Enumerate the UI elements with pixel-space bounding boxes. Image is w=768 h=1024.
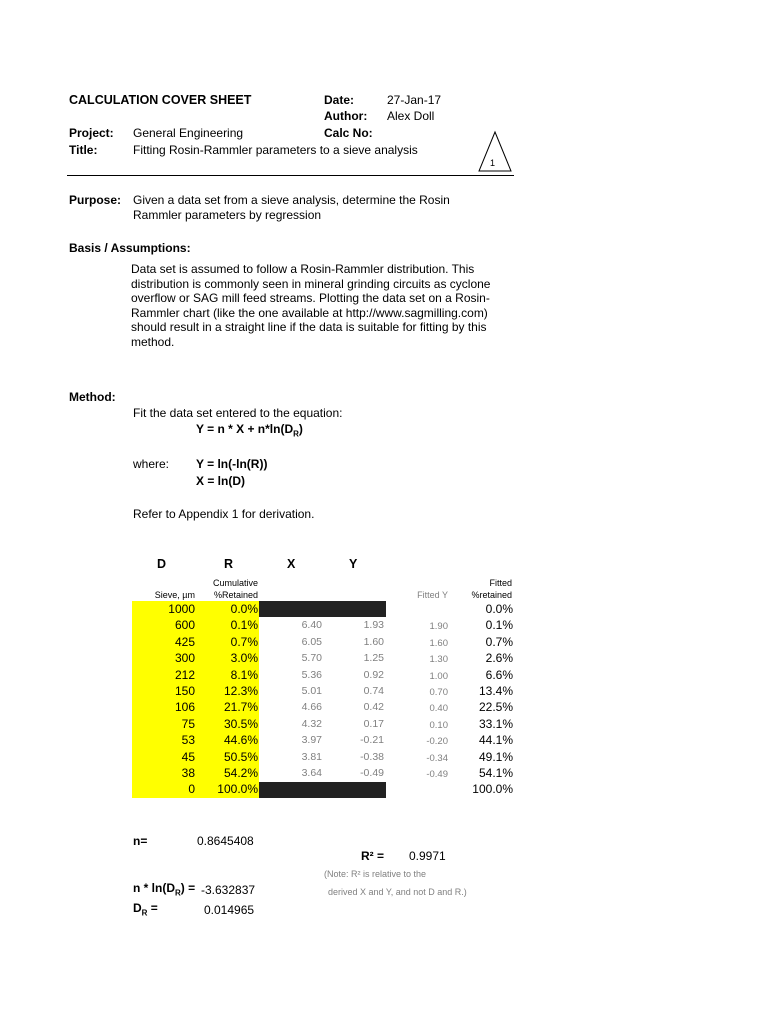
appendix-reference: Refer to Appendix 1 for derivation.: [133, 507, 315, 521]
cell-fitted-retained: 22.5%: [478, 700, 513, 715]
cell-fitted-retained: 33.1%: [478, 716, 513, 731]
cell-fitted-retained: 6.6%: [485, 667, 513, 682]
cell-fitted-retained: 2.6%: [485, 651, 513, 666]
cell-y: -0.49: [360, 767, 384, 779]
cell-sieve: 106: [174, 700, 195, 715]
cell-retained: 12.3%: [223, 684, 258, 698]
purpose-label: Purpose:: [69, 193, 122, 207]
r2-note-line1: (Note: R² is relative to the: [324, 869, 427, 879]
cell-sieve: 0: [188, 782, 195, 797]
sub-header-fitted-retained: %retained: [471, 590, 512, 600]
cell-fitted-y: 1.00: [429, 670, 448, 682]
cell-x: 4.32: [301, 717, 322, 730]
n-label: n=: [133, 834, 148, 848]
cell-y: -0.21: [360, 734, 384, 747]
cell-retained: 3.0%: [230, 651, 258, 666]
cell-y: 1.60: [363, 635, 384, 648]
cell-fitted-retained: 44.1%: [478, 733, 513, 748]
cell-x: 3.81: [301, 750, 322, 763]
col-header-y: Y: [349, 557, 358, 571]
cell-retained: 30.5%: [223, 716, 258, 731]
title-label: Title:: [69, 143, 98, 157]
cell-sieve: 38: [181, 766, 195, 780]
n-value: 0.8645408: [197, 834, 254, 848]
header-divider: [67, 175, 514, 176]
cell-y: -0.38: [360, 750, 384, 763]
project-label: Project:: [69, 126, 114, 140]
cell-fitted-retained: 0.7%: [485, 634, 513, 649]
cell-x: 4.66: [301, 701, 322, 714]
cell-retained: 50.5%: [223, 749, 258, 764]
cell-fitted-retained: 100.0%: [472, 782, 513, 797]
cell-sieve: 425: [174, 634, 195, 649]
cell-x: 6.40: [301, 619, 322, 632]
cell-retained: 21.7%: [223, 700, 258, 715]
col-header-x: X: [287, 557, 296, 571]
fit-equation: $Y = n * X + n*\ln(D_R)$: [196, 422, 303, 439]
purpose-text: Given a data set from a sieve analysis, determine the Rosin Rammler parameters by regression: [133, 193, 450, 222]
cell-fitted-y: 0.40: [429, 703, 448, 715]
calc-no-label: Calc No:: [324, 126, 373, 140]
basis-text: Data set is assumed to follow a Rosin-Rammler distribution. This distribution is commonly seen in mineral grinding circuits as cyclone overflow or SAG mill feed streams. Plotting the data set on a Rosin-Rammler chart (like the one available at http://www.sagmilling.com) should result in a straight line if the data is suitable for fitting by this method.: [131, 262, 491, 349]
where-label: where:: [133, 457, 170, 471]
method-intro: Fit the data set entered to the equation:: [133, 406, 343, 420]
n-ln-dr-label: n * $\ln(D_R)$ =: [133, 881, 196, 898]
cell-y: 0.17: [363, 717, 384, 730]
cell-sieve: 300: [174, 651, 195, 666]
cell-sieve: 53: [181, 733, 195, 748]
cell-y: 1.93: [363, 619, 384, 632]
author-label: Author:: [324, 109, 368, 123]
cell-fitted-y: 0.70: [429, 687, 448, 698]
cell-sieve: 600: [174, 618, 195, 633]
cell-x: 5.36: [301, 668, 322, 681]
cell-x: 3.97: [301, 734, 322, 747]
project-value: General Engineering: [133, 126, 244, 140]
author-value: Alex Doll: [387, 109, 435, 123]
n-ln-dr-value: -3.632837: [201, 883, 256, 897]
cell-fitted-y: 1.60: [429, 637, 448, 649]
dark-bar-bottom: [259, 782, 386, 798]
r2-value: 0.9971: [409, 849, 446, 863]
cell-fitted-retained: 0.1%: [485, 618, 513, 633]
cell-retained: 100.0%: [217, 782, 258, 797]
sub-header-fitted-y: Fitted Y: [417, 590, 448, 600]
cell-sieve: 150: [174, 684, 195, 698]
sub-header-retained: %Retained: [213, 590, 258, 600]
r2-label: R² =: [361, 849, 385, 863]
cell-retained: 0.1%: [230, 618, 258, 633]
cell-x: 6.05: [301, 635, 322, 648]
revision-number: 1: [490, 158, 496, 168]
cell-fitted-retained: 13.4%: [478, 684, 513, 698]
dark-bar-top: [259, 601, 386, 617]
cell-fitted-retained: 49.1%: [478, 749, 513, 764]
cell-retained: 0.0%: [230, 602, 258, 616]
cell-fitted-y: -0.20: [426, 736, 448, 748]
y-definition: Y = ln(-ln(R)): [196, 457, 268, 471]
date-value: 27-Jan-17: [387, 93, 442, 107]
cell-fitted-retained: 54.1%: [478, 766, 513, 780]
cell-y: 0.42: [363, 701, 384, 714]
cell-retained: 54.2%: [223, 766, 258, 780]
cell-y: 1.25: [363, 652, 384, 665]
dr-label: $D_R$ =: [133, 901, 158, 918]
cell-fitted-y: 0.10: [429, 719, 448, 731]
cell-retained: 8.1%: [230, 667, 258, 682]
cell-retained: 0.7%: [230, 634, 258, 649]
cell-x: 3.64: [301, 767, 322, 779]
cell-fitted-y: -0.34: [426, 752, 448, 764]
cell-fitted-retained: 0.0%: [485, 602, 513, 616]
basis-label: Basis / Assumptions:: [69, 241, 191, 255]
sub-header-sieve: Sieve, µm: [154, 590, 195, 600]
cell-retained: 44.6%: [223, 733, 258, 748]
method-label: Method:: [69, 390, 116, 404]
sub-header-fitted: Fitted: [489, 578, 512, 588]
cell-fitted-y: 1.30: [429, 654, 448, 666]
title-value: Fitting Rosin-Rammler parameters to a sieve analysis: [133, 143, 418, 157]
cell-y: 0.92: [363, 668, 384, 681]
cell-sieve: 212: [174, 667, 195, 682]
r2-note-line2: derived X and Y, and not D and R.): [328, 887, 467, 897]
cell-x: 5.01: [301, 685, 322, 697]
x-definition: X = ln(D): [196, 474, 246, 488]
date-label: Date:: [324, 93, 355, 107]
cell-sieve: 1000: [168, 602, 195, 616]
dr-value: 0.014965: [204, 903, 255, 917]
sheet-title: CALCULATION COVER SHEET: [69, 93, 252, 107]
col-header-r: R: [224, 557, 234, 571]
cell-x: 5.70: [301, 652, 322, 665]
cell-fitted-y: -0.49: [426, 769, 448, 780]
cell-sieve: 45: [181, 749, 195, 764]
cell-y: 0.74: [363, 685, 384, 697]
sub-header-cumulative: Cumulative: [212, 578, 258, 588]
col-header-d: D: [157, 557, 167, 571]
cell-fitted-y: 1.90: [429, 621, 448, 633]
cell-sieve: 75: [181, 716, 195, 731]
